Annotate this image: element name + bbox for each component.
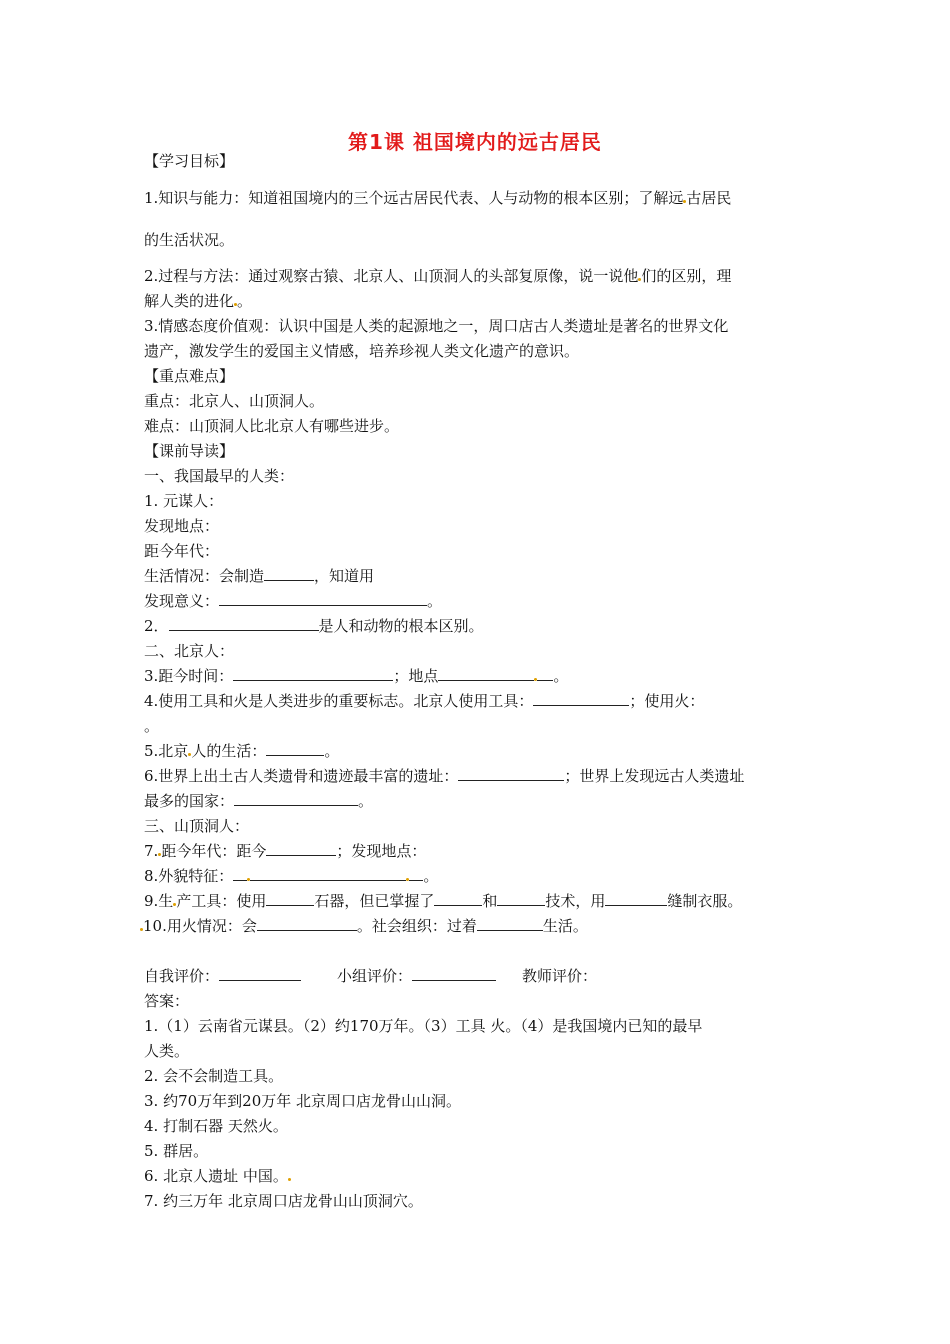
answer-blank[interactable] — [234, 791, 358, 806]
question-8: 8.外貌特征： 。 — [144, 867, 439, 885]
group-eval-blank[interactable] — [412, 966, 496, 981]
answer-blank[interactable] — [257, 916, 357, 931]
key-points-heading: 【重点难点】 — [144, 367, 235, 385]
answer-blank[interactable] — [533, 691, 629, 706]
answer-blank[interactable] — [169, 616, 319, 631]
answer-6: 6. 北京人遗址 中国。 — [144, 1166, 291, 1186]
answer-blank[interactable] — [264, 566, 314, 581]
answer-7: 7. 约三万年 北京周口店龙骨山山顶洞穴。 — [144, 1192, 423, 1210]
answer-blank[interactable] — [497, 891, 545, 906]
q1-significance: 发现意义： 。 — [144, 592, 443, 610]
question-2: 2． 是人和动物的根本区别。 — [144, 617, 484, 635]
objective-2-line: 2.过程与方法：通过观察古猿、北京人、山顶洞人的头部复原像，说一说他 们的区别，理 — [144, 267, 732, 285]
evaluation-row: 自我评价： 小组评价： 教师评价： — [144, 967, 598, 985]
answer-1-cont: 人类。 — [144, 1042, 190, 1060]
q1-place: 发现地点： — [144, 517, 220, 535]
guide-heading: 【课前导读】 — [144, 442, 235, 460]
answer-blank[interactable] — [266, 841, 336, 856]
answer-4: 4. 打制石器 天然火。 — [144, 1117, 288, 1135]
marker-dot — [288, 1178, 291, 1181]
answer-blank[interactable] — [250, 866, 406, 881]
objective-3-line: 3.情感态度价值观：认识中国是人类的起源地之一，周口店古人类遗址是著名的世界文化 — [144, 317, 729, 335]
answer-blank[interactable] — [233, 666, 393, 681]
answer-blank[interactable] — [537, 666, 553, 681]
lesson-title: 第1课 祖国境内的远古居民 — [348, 130, 602, 154]
objectives-heading: 【学习目标】 — [144, 152, 235, 170]
question-4: 4.使用工具和火是人类进步的重要标志。北京人使用工具： ；使用火： — [144, 692, 705, 710]
q1-life: 生活情况：会制造 ，知道用 — [144, 567, 375, 585]
answer-blank[interactable] — [605, 891, 667, 906]
answer-blank[interactable] — [434, 891, 482, 906]
question-7: 7. 距今年代：距今 ；发现地点： — [144, 842, 427, 860]
section-1-title: 一、我国最早的人类： — [144, 467, 295, 485]
q1-age: 距今年代： — [144, 542, 220, 560]
answer-blank[interactable] — [477, 916, 543, 931]
objective-1-cont: 的生活状况。 — [144, 231, 235, 249]
self-eval-blank[interactable] — [219, 966, 301, 981]
objective-3-cont: 遗产，激发学生的爱国主义情感，培养珍视人类文化遗产的意识。 — [144, 342, 580, 360]
section-3-title: 三、山顶洞人： — [144, 817, 250, 835]
question-6: 6.世界上出土古人类遗骨和遗迹最丰富的遗址： ；世界上发现远古人类遗址 — [144, 767, 745, 785]
answer-blank[interactable] — [458, 766, 564, 781]
focus-line: 重点：北京人、山顶洞人。 — [144, 392, 325, 410]
objective-1-line: 1.知识与能力：知道祖国境内的三个远古居民代表、人与动物的根本区别；了解远 古居民 — [144, 189, 732, 207]
answer-blank[interactable] — [233, 866, 247, 881]
section-2-title: 二、北京人： — [144, 642, 235, 660]
answer-blank[interactable] — [219, 591, 427, 606]
question-1: 1. 元谋人： — [144, 492, 224, 510]
answer-blank[interactable] — [266, 741, 324, 756]
question-10: 10.用火情况：会 。社会组织：过着 生活。 — [140, 916, 588, 936]
objective-2-cont: 解人类的进化 。 — [144, 292, 253, 310]
answer-2: 2. 会不会制造工具。 — [144, 1067, 284, 1085]
answer-3: 3. 约70万年到20万年 北京周口店龙骨山山洞。 — [144, 1092, 462, 1110]
question-5: 5.北京 人的生活： 。 — [144, 742, 340, 760]
answer-blank[interactable] — [409, 866, 423, 881]
answer-blank[interactable] — [438, 666, 534, 681]
question-4-cont: 。 — [144, 717, 160, 735]
answers-heading: 答案： — [144, 992, 190, 1010]
question-6-cont: 最多的国家： 。 — [144, 792, 374, 810]
answer-1: 1.（1）云南省元谋县。（2）约170万年。（3）工具 火。（4）是我国境内已知的最早 — [144, 1017, 703, 1035]
difficulty-line: 难点：山顶洞人比北京人有哪些进步。 — [144, 417, 400, 435]
answer-5: 5. 群居。 — [144, 1142, 209, 1160]
question-3: 3.距今时间： ；地点 。 — [144, 667, 569, 685]
answer-blank[interactable] — [266, 891, 314, 906]
question-9: 9.生 产工具：使用 石器，但已掌握了 和 技术，用 缝制衣服。 — [144, 892, 743, 910]
